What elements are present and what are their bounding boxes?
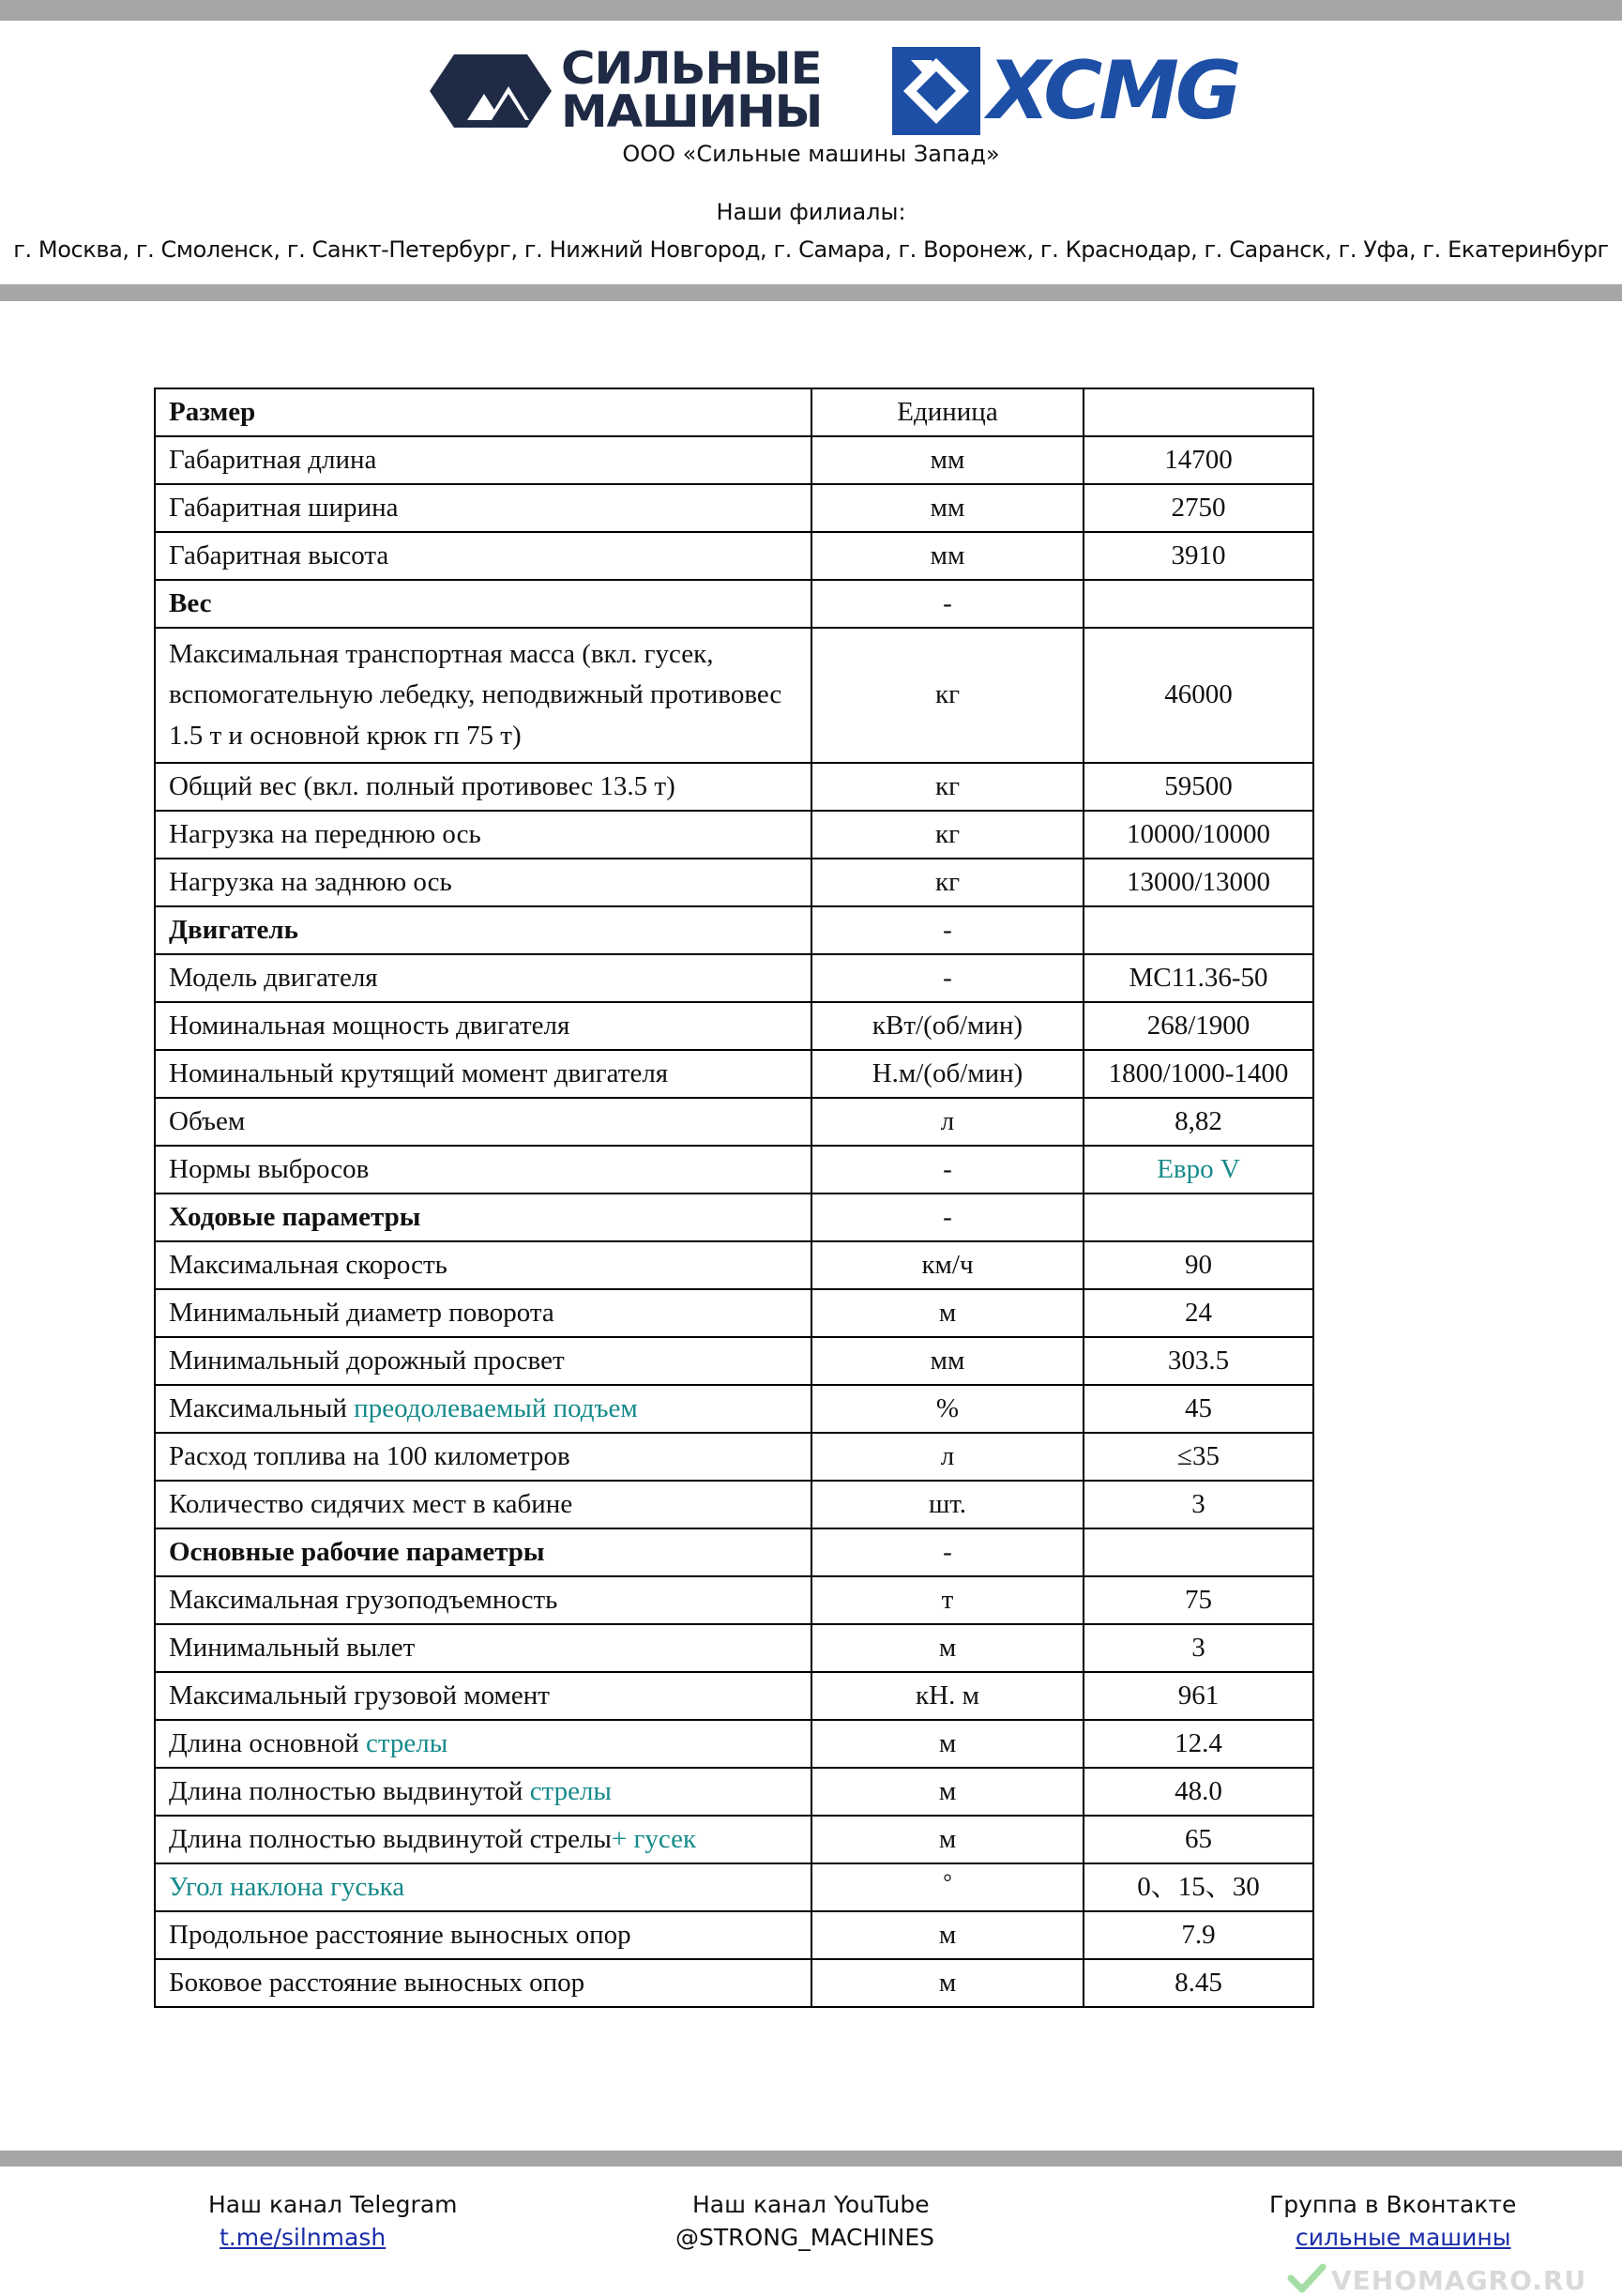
header-name-cell: Размер <box>155 388 811 436</box>
table-row <box>155 1816 1313 1863</box>
spec-table <box>154 388 1314 2008</box>
param-unit-cell: мм <box>811 436 1084 484</box>
param-unit-cell: кг <box>811 763 1084 811</box>
param-name-cell: Двигатель <box>155 906 811 954</box>
param-value-cell: 2750 <box>1084 484 1313 532</box>
param-name-cell <box>155 1385 811 1433</box>
table-row <box>155 763 1313 811</box>
param-unit-cell: кг <box>811 811 1084 859</box>
param-name-cell: Общий вес (вкл. полный противовес 13.5 т) <box>155 763 811 811</box>
header-unit-cell: Единица <box>811 388 1084 436</box>
param-value-cell: 65 <box>1084 1816 1313 1863</box>
youtube-handle: @STRONG_MACHINES <box>675 2224 934 2251</box>
param-name-cell: Ходовые параметры <box>155 1194 811 1241</box>
param-unit-cell: кН. м <box>811 1672 1084 1720</box>
param-value-cell <box>1084 906 1313 954</box>
header-value-cell <box>1084 388 1313 436</box>
param-unit-cell: мм <box>811 1337 1084 1385</box>
param-unit-cell: шт. <box>811 1481 1084 1528</box>
param-value-cell: 10000/10000 <box>1084 811 1313 859</box>
param-value-cell: Евро V <box>1084 1146 1313 1194</box>
param-value-cell: 961 <box>1084 1672 1313 1720</box>
param-unit-cell: т <box>811 1576 1084 1624</box>
param-name-cell: Максимальная грузоподъемность <box>155 1576 811 1624</box>
param-name-cell: Объем <box>155 1098 811 1146</box>
param-name-cell: Вес <box>155 580 811 628</box>
param-unit-cell: м <box>811 1768 1084 1816</box>
param-name-link[interactable]: + гусек <box>611 1823 697 1854</box>
param-unit-cell: ° <box>811 1863 1084 1911</box>
param-name-cell: Габаритная длина <box>155 436 811 484</box>
param-value-cell <box>1084 1528 1313 1576</box>
param-unit-cell: - <box>811 1146 1084 1194</box>
param-unit-cell: Н.м/(об/мин) <box>811 1050 1084 1098</box>
param-unit-cell: - <box>811 954 1084 1002</box>
watermark: VEHOMAGRO.RU <box>1331 2265 1587 2296</box>
param-value-cell: 12.4 <box>1084 1720 1313 1768</box>
param-name-cell <box>155 1768 811 1816</box>
table-row <box>155 1337 1313 1385</box>
table-row <box>155 484 1313 532</box>
param-name-cell: Боковое расстояние выносных опор <box>155 1959 811 2007</box>
footer-rule <box>0 2151 1622 2167</box>
table-row <box>155 1768 1313 1816</box>
param-unit-cell: кг <box>811 859 1084 906</box>
param-unit-cell: - <box>811 580 1084 628</box>
param-value-cell: 59500 <box>1084 763 1313 811</box>
param-name-cell <box>155 1720 811 1768</box>
param-unit-cell: мм <box>811 532 1084 580</box>
footer-telegram <box>208 2191 458 2251</box>
branches-list: г. Москва, г. Смоленск, г. Санкт-Петербург, г. Нижний Новгород, г. Самара, г. Воронеж, г. Краснодар, г. Саранск, г. Уфа, г. Екатеринбург <box>13 236 1609 263</box>
param-value-cell: 13000/13000 <box>1084 859 1313 906</box>
vk-title: Группа в Вконтакте <box>1269 2191 1517 2218</box>
xcmg-wordmark: XCMG <box>988 44 1238 138</box>
table-row <box>155 1050 1313 1098</box>
youtube-title: Наш канал YouTube <box>692 2191 930 2218</box>
table-row <box>155 1720 1313 1768</box>
table-row <box>155 1002 1313 1050</box>
param-unit-cell: л <box>811 1098 1084 1146</box>
param-value-cell: 3910 <box>1084 532 1313 580</box>
param-name-link[interactable]: стрелы <box>366 1727 448 1758</box>
table-row <box>155 1576 1313 1624</box>
param-name-cell: Номинальный крутящий момент двигателя <box>155 1050 811 1098</box>
param-name-cell: Габаритная высота <box>155 532 811 580</box>
param-name-text: Длина основной <box>169 1727 367 1758</box>
brand-line-2: МАШИНЫ <box>561 86 823 138</box>
param-name-cell: Максимальная скорость <box>155 1241 811 1289</box>
footer-vk <box>1269 2191 1516 2251</box>
param-name-cell: Расход топлива на 100 километров <box>155 1433 811 1481</box>
vk-link[interactable]: сильные машины <box>1296 2224 1511 2251</box>
param-name-cell: Габаритная ширина <box>155 484 811 532</box>
param-name-text: Длина полностью выдвинутой стрелы <box>169 1823 612 1854</box>
top-rule <box>0 0 1622 21</box>
param-unit-cell: кг <box>811 628 1084 763</box>
silnye-mashiny-logo-icon <box>430 51 552 131</box>
table-row <box>155 628 1313 763</box>
param-name-cell: Минимальный дорожный просвет <box>155 1337 811 1385</box>
param-value-cell: MC11.36-50 <box>1084 954 1313 1002</box>
param-value-cell: ≤35 <box>1084 1433 1313 1481</box>
param-name-cell: Продольное расстояние выносных опор <box>155 1911 811 1959</box>
footer-youtube <box>675 2191 934 2251</box>
param-unit-cell: кВт/(об/мин) <box>811 1002 1084 1050</box>
param-unit-cell: л <box>811 1433 1084 1481</box>
param-value-cell: 8,82 <box>1084 1098 1313 1146</box>
param-unit-cell: м <box>811 1911 1084 1959</box>
param-name-cell: Угол наклона гуська <box>155 1863 811 1911</box>
table-row <box>155 1385 1313 1433</box>
table-row <box>155 1959 1313 2007</box>
param-value-cell: 3 <box>1084 1481 1313 1528</box>
table-row <box>155 580 1313 628</box>
table-row <box>155 906 1313 954</box>
param-value-cell: 7.9 <box>1084 1911 1313 1959</box>
table-row <box>155 1481 1313 1528</box>
table-row <box>155 1098 1313 1146</box>
table-row <box>155 1194 1313 1241</box>
param-value-cell: 8.45 <box>1084 1959 1313 2007</box>
param-name-cell: Количество сидячих мест в кабине <box>155 1481 811 1528</box>
table-row <box>155 1863 1313 1911</box>
table-row <box>155 1146 1313 1194</box>
table-row <box>155 1624 1313 1672</box>
param-name-cell: Максимальная транспортная масса (вкл. гусек, вспомогательную лебедку, неподвижный противовес 1.5 т и основной крюк гп 75 т) <box>155 628 811 763</box>
param-unit-cell: м <box>811 1816 1084 1863</box>
param-unit-cell: - <box>811 906 1084 954</box>
param-name-cell <box>155 1816 811 1863</box>
table-header-row <box>155 388 1313 436</box>
param-name-cell: Максимальный грузовой момент <box>155 1672 811 1720</box>
brand-line-1: СИЛЬНЫЕ <box>561 43 822 95</box>
param-value-cell: 46000 <box>1084 628 1313 763</box>
table-row <box>155 1911 1313 1959</box>
param-unit-cell: м <box>811 1289 1084 1337</box>
param-name-text: Длина полностью выдвинутой <box>169 1775 530 1806</box>
param-unit-cell: м <box>811 1624 1084 1672</box>
param-name-link[interactable]: стрелы <box>529 1775 612 1806</box>
param-unit-cell: мм <box>811 484 1084 532</box>
telegram-title: Наш канал Telegram <box>208 2191 458 2218</box>
logo-block <box>430 43 1283 138</box>
table-row <box>155 1528 1313 1576</box>
table-row <box>155 1433 1313 1481</box>
param-value-cell: 0、15、30 <box>1084 1863 1313 1911</box>
branches-title: Наши филиалы: <box>716 199 906 225</box>
param-unit-cell: - <box>811 1528 1084 1576</box>
param-value-cell: 90 <box>1084 1241 1313 1289</box>
param-name-cell: Нормы выбросов <box>155 1146 811 1194</box>
table-row <box>155 1289 1313 1337</box>
table-row <box>155 859 1313 906</box>
param-value-cell: 48.0 <box>1084 1768 1313 1816</box>
telegram-link[interactable]: t.me/silnmash <box>220 2224 387 2251</box>
param-value-cell <box>1084 580 1313 628</box>
param-unit-cell: км/ч <box>811 1241 1084 1289</box>
param-name-cell: Нагрузка на переднюю ось <box>155 811 811 859</box>
table-row <box>155 532 1313 580</box>
table-row <box>155 954 1313 1002</box>
param-name-cell: Модель двигателя <box>155 954 811 1002</box>
table-row <box>155 1672 1313 1720</box>
param-value-cell: 75 <box>1084 1576 1313 1624</box>
param-name-cell: Номинальная мощность двигателя <box>155 1002 811 1050</box>
xcmg-logo-icon <box>892 47 980 135</box>
param-name-text: Максимальный <box>169 1392 355 1423</box>
param-name-cell: Нагрузка на заднюю ось <box>155 859 811 906</box>
param-unit-cell: - <box>811 1194 1084 1241</box>
param-name-link[interactable]: преодолеваемый подъем <box>354 1392 638 1423</box>
param-name-cell: Минимальный вылет <box>155 1624 811 1672</box>
company-name: ООО «Сильные машины Запад» <box>622 141 1000 167</box>
param-name-cell: Основные рабочие параметры <box>155 1528 811 1576</box>
param-value-cell: 14700 <box>1084 436 1313 484</box>
table-row <box>155 436 1313 484</box>
param-value-cell: 268/1900 <box>1084 1002 1313 1050</box>
param-value-cell: 24 <box>1084 1289 1313 1337</box>
param-value-cell: 3 <box>1084 1624 1313 1672</box>
param-value-cell <box>1084 1194 1313 1241</box>
param-unit-cell: % <box>811 1385 1084 1433</box>
param-value-cell: 1800/1000-1400 <box>1084 1050 1313 1098</box>
param-value-cell: 45 <box>1084 1385 1313 1433</box>
param-name-cell: Минимальный диаметр поворота <box>155 1289 811 1337</box>
param-unit-cell: м <box>811 1959 1084 2007</box>
table-row <box>155 1241 1313 1289</box>
param-value-cell: 303.5 <box>1084 1337 1313 1385</box>
param-unit-cell: м <box>811 1720 1084 1768</box>
table-row <box>155 811 1313 859</box>
header-rule <box>0 284 1622 301</box>
